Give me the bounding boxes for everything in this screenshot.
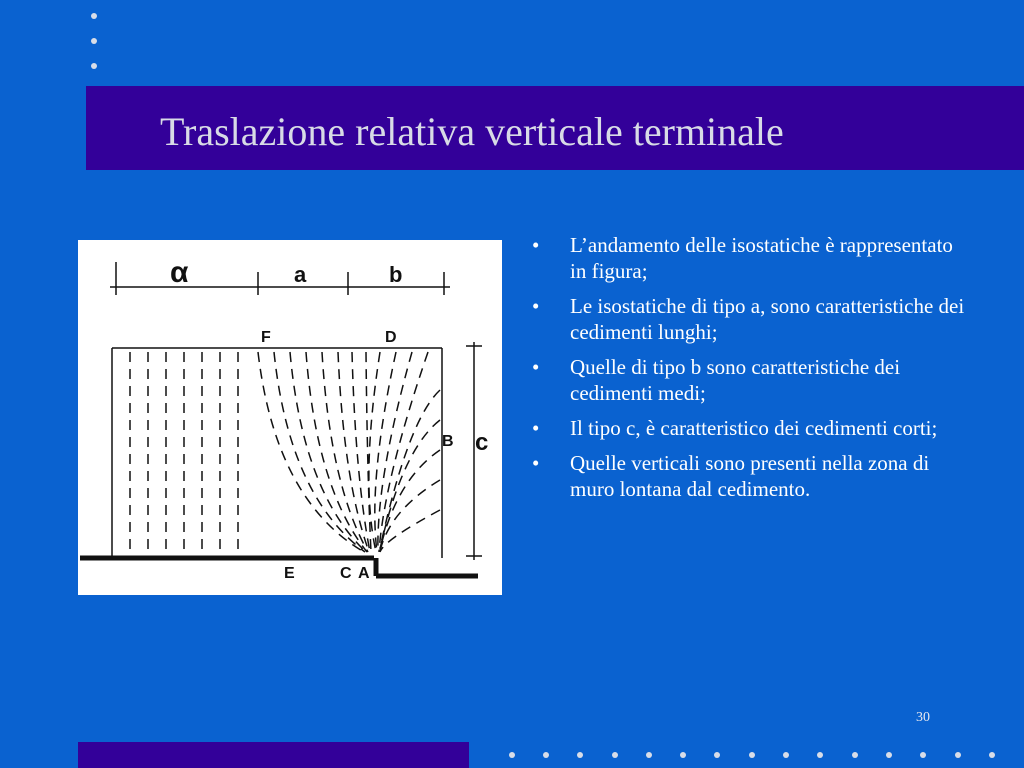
footer-band bbox=[78, 742, 469, 768]
page-number: 30 bbox=[916, 710, 930, 725]
bullet-list bbox=[532, 232, 972, 511]
bullet-item bbox=[532, 354, 972, 406]
ground-lines bbox=[80, 558, 478, 576]
bullet-marker: • bbox=[532, 416, 540, 440]
label-alpha: α bbox=[170, 256, 189, 289]
label-A: A bbox=[358, 565, 370, 582]
bullet-item bbox=[532, 232, 972, 284]
label-C: C bbox=[340, 565, 352, 582]
label-c: c bbox=[475, 429, 489, 456]
isostatic-line bbox=[274, 352, 365, 552]
label-E: E bbox=[284, 565, 295, 582]
isostatic-line bbox=[322, 352, 368, 552]
wall-outline bbox=[112, 348, 442, 558]
label-a: a bbox=[294, 262, 307, 287]
bullet-text: L’andamento delle isostatiche è rappresentato in figura; bbox=[570, 233, 953, 283]
label-F: F bbox=[261, 329, 271, 346]
label-D: D bbox=[385, 329, 397, 346]
isostatic-lines bbox=[130, 352, 440, 552]
figure-drawing bbox=[78, 240, 502, 595]
bullet-text: Il tipo c, è caratteristico dei cedimenti corti; bbox=[570, 416, 938, 440]
bullet-marker: • bbox=[532, 355, 540, 379]
bullet-item bbox=[532, 293, 972, 345]
isostatic-line bbox=[380, 390, 440, 548]
slide-title: Traslazione relativa verticale terminale bbox=[160, 109, 784, 154]
isostatic-line bbox=[352, 352, 370, 552]
bullet-text: Quelle verticali sono presenti nella zona di muro lontana dal cedimento. bbox=[570, 451, 930, 501]
bullet-item bbox=[532, 450, 972, 502]
bullet-marker: • bbox=[532, 233, 540, 257]
bullet-marker: • bbox=[532, 451, 540, 475]
bullet-text: Quelle di tipo b sono caratteristiche dei cedimenti medi; bbox=[570, 355, 901, 405]
label-B: B bbox=[442, 433, 454, 450]
isostatic-lines-figure bbox=[78, 240, 502, 595]
bullet-item bbox=[532, 415, 972, 441]
isostatic-line bbox=[306, 352, 367, 552]
label-b: b bbox=[389, 262, 403, 287]
bullet-text: Le isostatiche di tipo a, sono caratteristiche dei cedimenti lunghi; bbox=[570, 294, 965, 344]
isostatic-line bbox=[366, 352, 371, 552]
isostatic-line bbox=[380, 450, 440, 550]
bullet-marker: • bbox=[532, 294, 540, 318]
